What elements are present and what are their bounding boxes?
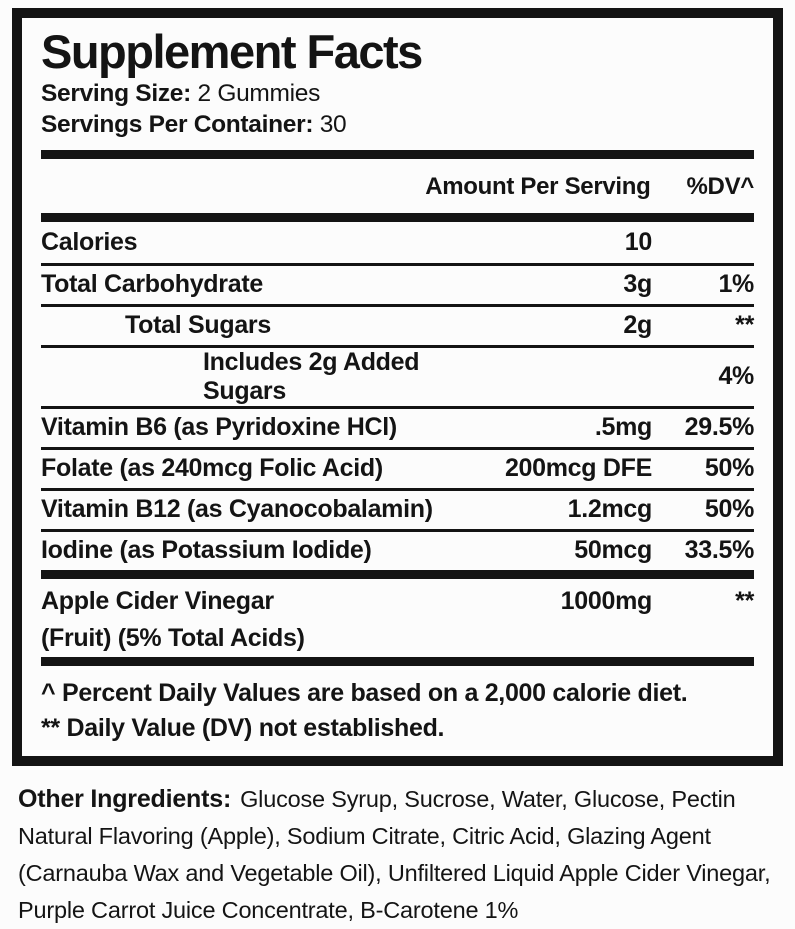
- nutrient-name: Total Carbohydrate: [41, 270, 263, 299]
- nutrient-amount: .5mg: [594, 413, 652, 442]
- nutrient-amount: 1000mg: [560, 586, 652, 615]
- thick-rule: [41, 150, 754, 159]
- nutrient-name-line1: Apple Cider Vinegar: [41, 586, 274, 615]
- nutrient-name: Vitamin B12 (as Cyanocobalamin): [41, 495, 433, 524]
- nutrient-dv: **: [735, 311, 754, 340]
- supplement-facts-panel: [12, 8, 783, 766]
- other-ingredients-text: Glucose Syrup, Sucrose, Water, Glucose, Pectin Natural Flavoring (Apple), Sodium Citrate, Citric Acid, Glazing Agent (Carnauba Wax and Vegetable Oil), Unfiltered Liquid Apple Cider Vinegar, Purple Carrot Juice Concentrate, B-Carotene 1%: [18, 786, 771, 923]
- panel-title: Supplement Facts: [41, 25, 422, 78]
- nutrient-dv: 50%: [704, 454, 754, 483]
- nutrient-name: Total Sugars: [125, 311, 271, 340]
- table-row-vitamin-b6: [41, 406, 754, 447]
- nutrient-dv: 4%: [718, 362, 754, 391]
- nutrient-name: Calories: [41, 227, 138, 256]
- servings-per-container-label: Servings Per Container:: [41, 110, 314, 138]
- nutrient-name: Includes 2g Added Sugars: [203, 347, 420, 405]
- thick-rule: [41, 570, 754, 579]
- servings-per-container-line: [41, 109, 754, 140]
- nutrient-amount: 10: [624, 227, 652, 256]
- nutrient-amount: 2g: [623, 311, 652, 340]
- table-row-calories: [41, 222, 754, 263]
- footnote-percent-dv: ^ Percent Daily Values are based on a 2,000 calorie diet.: [41, 678, 688, 707]
- amount-per-serving-header: Amount Per Serving: [425, 172, 651, 200]
- nutrient-dv: 29.5%: [684, 413, 754, 442]
- table-row-folate: [41, 447, 754, 488]
- nutrient-amount: 200mcg DFE: [504, 454, 652, 483]
- thick-rule: [41, 657, 754, 666]
- nutrient-amount: 1.2mcg: [567, 495, 652, 524]
- dv-header: %DV^: [686, 172, 754, 200]
- nutrient-name: Vitamin B6 (as Pyridoxine HCl): [41, 413, 397, 442]
- table-row-total-carbohydrate: [41, 263, 754, 304]
- nutrient-name: [41, 579, 447, 657]
- nutrient-name-line2: (Fruit) (5% Total Acids): [41, 623, 305, 652]
- nutrient-dv: 50%: [704, 495, 754, 524]
- serving-size-label: Serving Size:: [41, 79, 191, 107]
- other-ingredients-label: Other Ingredients:: [18, 785, 232, 813]
- serving-size-line: [41, 78, 754, 109]
- thick-rule: [41, 213, 754, 222]
- footnote-dv-not-established: ** Daily Value (DV) not established.: [41, 713, 445, 742]
- column-header-row: [41, 173, 754, 201]
- nutrient-dv: **: [735, 586, 754, 615]
- table-row-added-sugars: [41, 345, 754, 406]
- nutrient-name: Folate (as 240mcg Folic Acid): [41, 454, 383, 483]
- other-ingredients-section: [18, 781, 792, 929]
- nutrient-amount: 3g: [623, 270, 652, 299]
- table-row-apple-cider-vinegar: [41, 579, 754, 657]
- serving-size-value: 2 Gummies: [197, 79, 321, 107]
- table-row-vitamin-b12: [41, 488, 754, 529]
- servings-per-container-value: 30: [319, 110, 347, 138]
- nutrient-dv: 1%: [718, 270, 754, 299]
- footnotes: [41, 676, 754, 746]
- nutrient-dv: 33.5%: [684, 536, 754, 565]
- table-row-iodine: [41, 529, 754, 570]
- nutrient-amount: 50mcg: [574, 536, 652, 565]
- nutrient-name: Iodine (as Potassium Iodide): [41, 536, 372, 565]
- table-row-total-sugars: [41, 304, 754, 345]
